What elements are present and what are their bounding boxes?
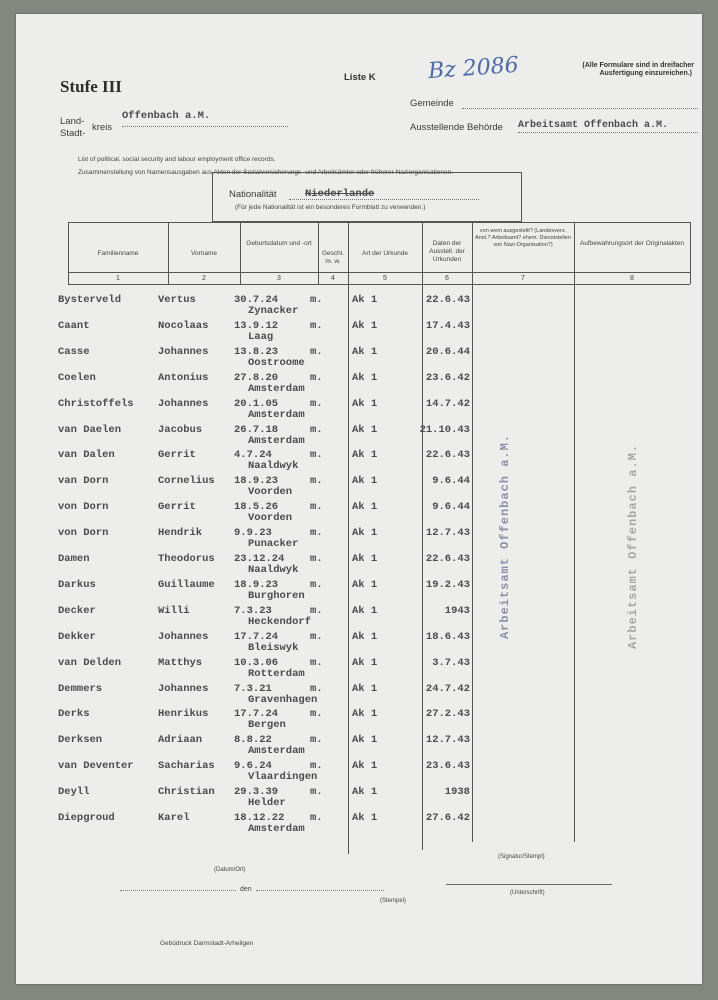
gemeinde-label: Gemeinde [410,98,454,109]
row-name: Christoffels [58,397,134,410]
row-birth: 23.12.24 [234,553,285,565]
kreis-value: Offenbach a.M. [122,110,211,122]
row-art: Ak 1 [352,371,378,384]
nationality-label: Nationalität [229,189,277,200]
row-place: Voorden [248,486,293,499]
row-first: Matthys [158,656,203,669]
row-place: Amsterdam [248,408,305,421]
row-date: 12.7.43 [425,734,470,747]
column-number: 7 [521,275,525,282]
row-first: Willi [158,604,190,617]
column-header: Geburtsdatum und -ort [246,240,312,247]
row-date: 23.6.43 [425,760,470,773]
column-header: Geschl. m. w. [321,250,345,265]
row-date: 9.6.44 [432,501,470,514]
row-first: Johannes [158,682,209,695]
row-date: 22.6.43 [425,449,470,462]
handwritten-number: Bz 2086 [427,52,520,85]
stadt-label: Stadt- [60,128,86,139]
unterschrift-caption: (Unterschrift) [510,890,545,896]
row-place: Helder [248,797,286,810]
row-name: Derks [58,708,90,721]
row-first: Nocolaas [158,319,209,332]
stufe-title: Stufe III [60,77,122,96]
liste-label: Liste K [344,72,376,83]
row-sex: m. [310,527,323,540]
row-sex: m. [310,475,323,488]
stamp-col7: Arbeitsamt Offenbach a.M. [498,434,512,640]
row-date: 22.6.43 [425,294,470,306]
row-place: Amsterdam [248,745,305,758]
row-date: 23.6.42 [425,371,470,384]
row-art: Ak 1 [352,475,378,488]
behoerde-value: Arbeitsamt Offenbach a.M. [518,120,669,131]
row-birth: 26.7.18 [234,423,279,436]
row-birth: 13.9.12 [234,319,279,332]
stempel-caption: (Stempel) [380,898,407,904]
row-sex: m. [310,294,323,306]
row-birth: 18.9.23 [234,578,279,591]
column-header: Familienname [97,250,139,257]
land-label: Land- [60,116,85,127]
column-line [574,222,575,842]
row-sex: m. [310,423,323,436]
row-birth: 8.8.22 [234,734,272,747]
row-first: Sacharias [158,760,215,773]
row-place: Naaldwyk [248,460,299,473]
row-art: Ak 1 [352,294,378,306]
row-sex: m. [310,656,323,669]
row-name: van Dalen [58,449,115,462]
row-place: Naaldwyk [248,564,299,576]
row-birth: 10.3.06 [234,656,279,669]
row-date: 21.10.43 [419,423,470,436]
nationality-box [212,172,522,222]
behoerde-label: Ausstellende Behörde [410,122,503,133]
row-place: Amsterdam [248,434,305,447]
row-name: van Dorn [58,475,109,488]
row-name: Bysterveld [58,294,122,306]
row-place: Amsterdam [248,823,305,835]
row-name: van Daelen [58,423,122,436]
column-header: von wem ausgestellt? (Landesvers. Anst.? Arbeitsamt? ehem. Dienststellen von Nazi-Organisation?) [475,228,571,248]
row-sex: m. [310,734,323,747]
row-sex: m. [310,578,323,591]
row-art: Ak 1 [352,397,378,410]
row-first: Christian [158,786,215,799]
column-header: Daten der Ausstell. der Urkunden [429,240,465,263]
column-header: Vorname [190,250,218,257]
row-birth: 18.12.22 [234,812,285,824]
column-number: 8 [630,275,634,282]
row-art: Ak 1 [352,708,378,721]
row-first: Cornelius [158,475,215,488]
row-place: Bleiswyk [248,641,299,654]
row-art: Ak 1 [352,527,378,540]
row-birth: 7.3.21 [234,682,272,695]
row-name: van Deventer [58,760,134,773]
printer-imprint: Gebüdruck Darmstadt-Arheilgen [160,940,254,947]
row-art: Ak 1 [352,553,378,565]
row-name: von Dorn [58,501,109,514]
row-birth: 30.7.24 [234,294,279,306]
row-place: Voorden [248,512,293,525]
row-birth: 18.5.26 [234,501,279,514]
row-birth: 9.9.23 [234,527,272,540]
row-first: Antonius [158,371,209,384]
row-art: Ak 1 [352,812,378,824]
row-place: Amsterdam [248,382,305,395]
row-art: Ak 1 [352,760,378,773]
row-name: van Delden [58,656,122,669]
german-subtitle: Zusammenstellung von Namensausgaben aus Akten der Sozialversicherungs- und Arbeitsämter oder früherer Naziorganisationen. [78,169,454,176]
row-first: Vertus [158,294,196,306]
row-first: Karel [158,812,190,824]
row-art: Ak 1 [352,682,378,695]
row-first: Gerrit [158,449,196,462]
row-art: Ak 1 [352,630,378,643]
signature-caption: (Signatur/Stempl) [498,854,545,860]
den-label: den [240,886,252,893]
row-sex: m. [310,630,323,643]
row-date: 9.6.44 [432,475,470,488]
row-place: Oostroome [248,356,305,369]
row-birth: 17.7.24 [234,630,279,643]
row-art: Ak 1 [352,345,378,358]
row-birth: 29.3.39 [234,786,279,799]
row-date: 19.2.43 [425,578,470,591]
row-date: 3.7.43 [432,656,470,669]
row-name: von Dorn [58,527,109,540]
column-number: 5 [383,275,387,282]
table-header-line [68,272,690,273]
row-art: Ak 1 [352,734,378,747]
row-place: Zynacker [248,305,299,317]
column-line [690,222,691,284]
row-date: 1938 [444,786,470,799]
row-birth: 18.9.23 [234,475,279,488]
row-date: 24.7.42 [425,682,470,695]
row-sex: m. [310,371,323,384]
column-line [472,222,473,842]
row-art: Ak 1 [352,423,378,436]
kreis-label: kreis [92,122,113,133]
column-number: 3 [277,275,281,282]
row-place: Vlaardingen [248,771,318,784]
row-sex: m. [310,682,323,695]
row-art: Ak 1 [352,578,378,591]
copies-note-line1: (Alle Formulare sind in dreifacher [582,62,694,69]
gemeinde-field [462,98,698,109]
ort-line [120,882,236,891]
row-sex: m. [310,397,323,410]
nationality-value: Niederlande [305,188,375,200]
row-sex: m. [310,604,323,617]
row-birth: 9.6.24 [234,760,272,773]
row-art: Ak 1 [352,656,378,669]
row-date: 1943 [444,604,470,617]
row-name: Deyll [58,786,90,799]
row-sex: m. [310,345,323,358]
row-birth: 20.1.05 [234,397,279,410]
nationality-note: (Für jede Nationalität ist ein besonderes Formblatt zu verwenden.) [235,204,426,211]
row-birth: 4.7.24 [234,449,272,462]
row-first: Henrikus [158,708,209,721]
column-number: 6 [445,275,449,282]
row-birth: 27.8.20 [234,371,279,384]
row-date: 17.4.43 [425,319,470,332]
row-first: Johannes [158,630,209,643]
row-sex: m. [310,760,323,773]
row-date: 20.6.44 [425,345,470,358]
date-line [256,882,384,891]
column-number: 2 [202,275,206,282]
row-first: Johannes [158,397,209,410]
column-number: 1 [116,275,120,282]
row-name: Dekker [58,630,96,643]
row-name: Coelen [58,371,96,384]
row-first: Johannes [158,345,209,358]
signature-line [446,884,612,885]
table-number-line [68,284,690,285]
stamp-col8: Arbeitsamt Offenbach a.M. [626,444,640,650]
row-place: Gravenhagen [248,693,318,706]
row-art: Ak 1 [352,604,378,617]
row-place: Bergen [248,719,286,732]
row-date: 18.6.43 [425,630,470,643]
row-first: Gerrit [158,501,196,514]
row-birth: 17.7.24 [234,708,279,721]
row-sex: m. [310,786,323,799]
row-art: Ak 1 [352,449,378,462]
row-name: Decker [58,604,96,617]
row-sex: m. [310,449,323,462]
row-place: Punacker [248,538,299,551]
form-sheet [16,14,702,984]
row-birth: 13.8.23 [234,345,279,358]
row-first: Jacobus [158,423,203,436]
row-birth: 7.3.23 [234,604,272,617]
row-first: Guillaume [158,578,215,591]
row-date: 12.7.43 [425,527,470,540]
row-place: Burghoren [248,589,305,602]
row-sex: m. [310,553,323,565]
row-date: 14.7.42 [425,397,470,410]
row-first: Theodorus [158,553,215,565]
row-sex: m. [310,319,323,332]
copies-note-line2: Ausfertigung einzureichen.) [599,70,692,77]
row-date: 22.6.43 [425,553,470,565]
row-art: Ak 1 [352,501,378,514]
row-name: Caant [58,319,90,332]
row-sex: m. [310,812,323,824]
row-name: Damen [58,553,90,565]
datum-ort-caption: (Datum/Ort) [214,867,246,873]
row-place: Laag [248,330,274,343]
row-name: Demmers [58,682,103,695]
column-line [348,222,349,854]
row-first: Hendrik [158,527,203,540]
row-name: Diepgroud [58,812,115,824]
column-number: 4 [331,275,335,282]
row-place: Heckendorf [248,615,312,628]
table-top-line [68,222,690,223]
row-name: Darkus [58,578,96,591]
row-sex: m. [310,708,323,721]
column-header: Art der Urkunde [362,250,408,257]
row-name: Casse [58,345,90,358]
row-art: Ak 1 [352,319,378,332]
row-date: 27.6.42 [425,812,470,824]
row-art: Ak 1 [352,786,378,799]
row-sex: m. [310,501,323,514]
row-first: Adriaan [158,734,203,747]
english-subtitle: List of political, social security and labour employment office records. [78,156,276,163]
column-header: Aufbewahrungsort der Originalakten [579,240,685,247]
row-name: Derksen [58,734,103,747]
row-place: Rotterdam [248,667,305,680]
row-date: 27.2.43 [425,708,470,721]
